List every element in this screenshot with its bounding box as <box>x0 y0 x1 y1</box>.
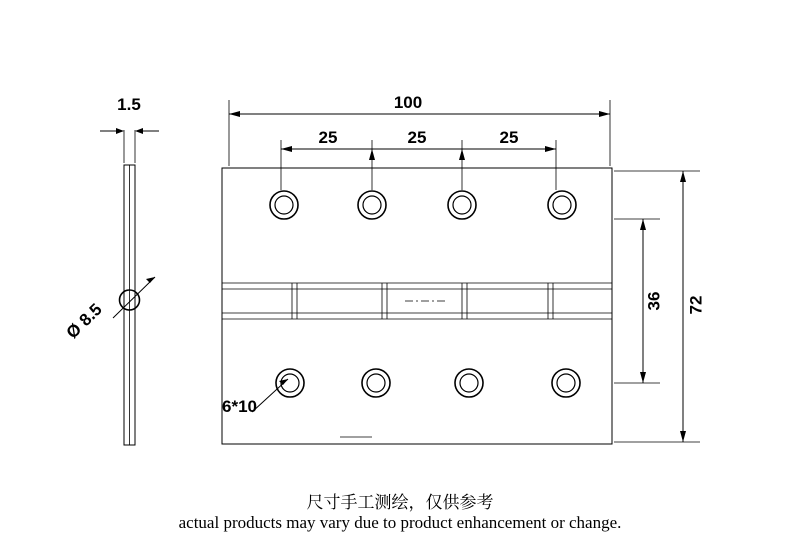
hole <box>362 369 390 397</box>
hole-diameter-label: Ø 8.5 <box>62 299 106 343</box>
hole <box>552 369 580 397</box>
caption-chinese: 尺寸手工测绘，仅供参考 <box>306 493 494 512</box>
hole-row-top <box>270 191 576 219</box>
caption-english: actual products may vary due to product enhancement or change. <box>178 513 622 532</box>
width-label: 100 <box>393 93 423 112</box>
hole <box>270 191 298 219</box>
pitch-dimensions <box>281 140 556 190</box>
hole-row-bottom <box>276 369 580 397</box>
hole <box>358 191 386 219</box>
thickness-label: 1.5 <box>117 95 141 114</box>
side-view-hole <box>113 277 155 318</box>
pitch-label-2: 25 <box>407 128 427 147</box>
screw-callout-label: 6*10 <box>222 397 257 416</box>
hole <box>455 369 483 397</box>
pitch-label-1: 25 <box>318 128 338 147</box>
leaf-height-label: 36 <box>644 291 664 311</box>
pitch-label-3: 25 <box>499 128 519 147</box>
thickness-dimension <box>100 128 159 163</box>
hole <box>548 191 576 219</box>
hole <box>276 369 304 397</box>
overall-height-label: 72 <box>686 295 706 315</box>
hole <box>448 191 476 219</box>
